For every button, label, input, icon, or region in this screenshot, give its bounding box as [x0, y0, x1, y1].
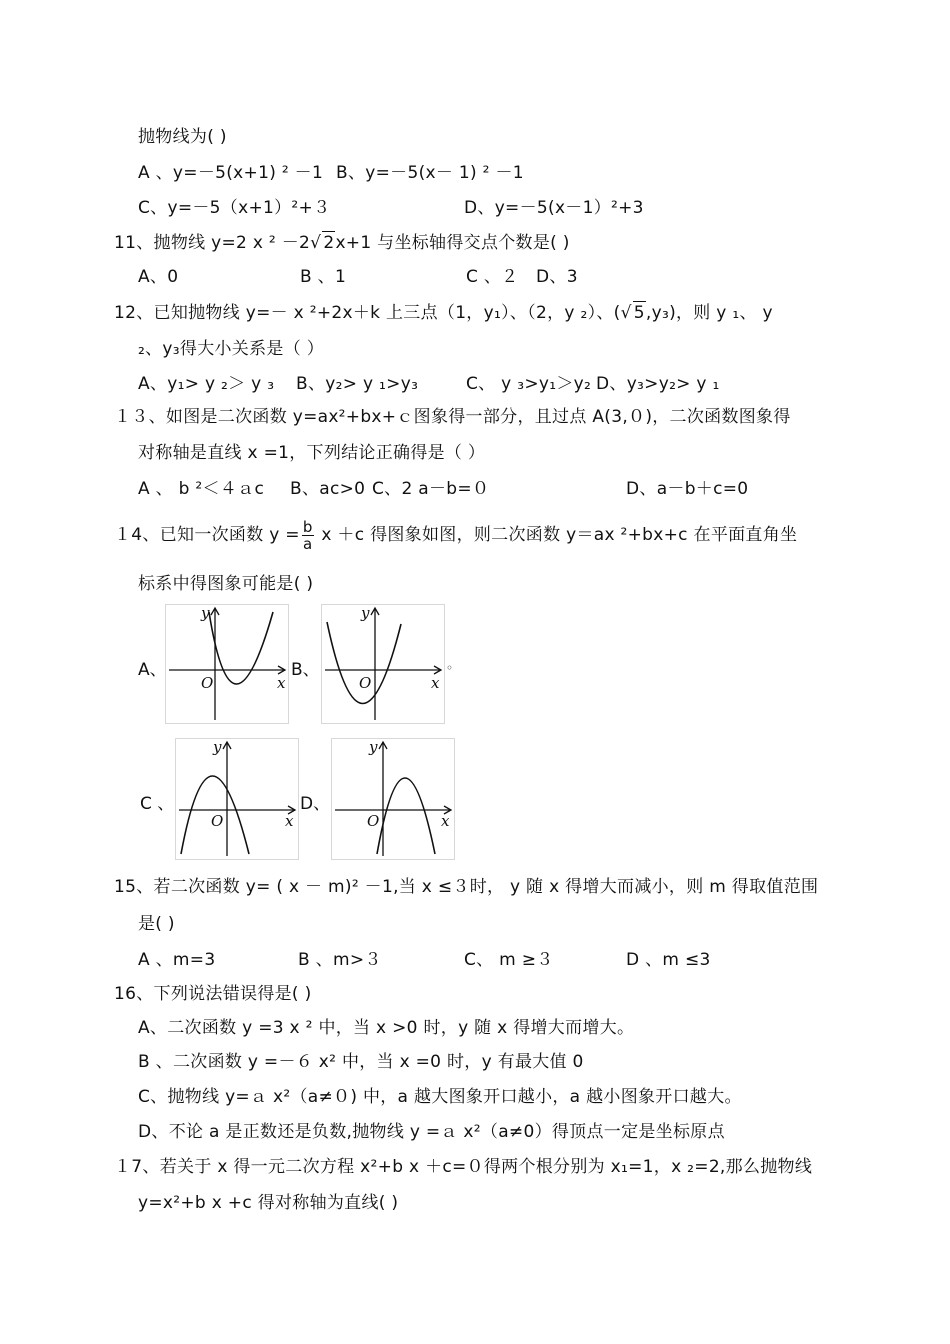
q14-graph-d	[331, 738, 455, 860]
q13-stem-line1: １３、如图是二次函数 y=ax²+bx+ｃ图象得一部分，且过点 A(3,０)，二次函数图象得	[114, 407, 791, 427]
graph-d-x-label: x	[441, 812, 450, 830]
q13-option-c: C、2 a－b=０	[372, 479, 490, 499]
q13-option-b: B、ac>0	[290, 479, 366, 499]
q11-stem-post: x+1 与坐标轴得交点个数是( )	[335, 233, 570, 253]
q15-stem-line2: 是( )	[138, 914, 175, 934]
graph-b-frame	[322, 605, 445, 724]
q12-stem-line2: ₂、y₃得大小关系是（ ）	[138, 339, 324, 359]
graph-a-origin-label: O	[201, 674, 214, 692]
graph-a-parabola	[209, 612, 273, 684]
q11-stem	[114, 231, 570, 254]
q12-radicand: 5	[633, 303, 645, 323]
q15-option-a: A 、m=3	[138, 950, 216, 970]
q14-label-d: D、	[300, 794, 331, 814]
q13-option-d: D、a－b＋c=0	[626, 479, 749, 499]
q14-graph-c	[175, 738, 299, 860]
q17-stem-line1: １7、若关于 x 得一元二次方程 x²+b x ＋c=０得两个根分别为 x₁=1，x ₂=2,那么抛物线	[114, 1157, 813, 1177]
q11-option-b: B 、1	[300, 267, 347, 287]
q14-label-b: B、	[291, 660, 320, 680]
q14-graph-b-trailing-mark: ◦	[446, 661, 454, 675]
q16-stem: 16、下列说法错误得是( )	[114, 984, 312, 1004]
q14-graph-b	[321, 604, 445, 724]
q11-option-a: A、0	[138, 267, 179, 287]
q16-option-c: C、抛物线 y=ａ x²（a≠０) 中，a 越大图象开口越小，a 越小图象开口越大。	[138, 1087, 742, 1107]
q14-stem-post: x ＋c 得图象如图，则二次函数 y＝ax ²+bx+c 在平面直角坐	[315, 525, 798, 545]
q17-stem-line2: y=x²+b x +c 得对称轴为直线( )	[138, 1193, 399, 1213]
q15-option-c: C、 m ≥３	[464, 950, 554, 970]
graph-b-origin-label: O	[359, 674, 372, 692]
q14-graph-a	[165, 604, 289, 724]
q12-option-b: B、y₂> y ₁>y₃	[296, 374, 419, 394]
q11-stem-pre: 11、抛物线 y=2 x ² －2	[114, 233, 311, 253]
q10-option-c: C、y=－5（x+1）²+３	[138, 198, 331, 218]
q15-option-b: B 、m>３	[298, 950, 382, 970]
q12-option-a: A、y₁> y ₂＞ y ₃	[138, 374, 275, 394]
q13-stem-line2: 对称轴是直线 x =1，下列结论正确得是（ ）	[138, 443, 486, 463]
q11-radicand: 2	[323, 233, 335, 253]
q14-frac-numerator: b	[302, 517, 313, 536]
q16-option-d: D、不论 a 是正数还是负数,抛物线 y =ａ x²（a≠0）得顶点一定是坐标原点	[138, 1122, 725, 1142]
q12-option-d: D、y₃>y₂> y ₁	[596, 374, 720, 394]
graph-d-frame	[332, 739, 455, 860]
graph-a-x-label: x	[277, 674, 286, 692]
q12-line1-post: ,y₃)，则 y ₁、 y	[645, 303, 773, 323]
q14-stem-pre: １4、已知一次函数 y =	[114, 525, 300, 545]
q16-option-b: B 、二次函数 y =－６ x² 中，当 x =0 时，y 有最大值 0	[138, 1052, 584, 1072]
q15-stem-line1: 15、若二次函数 y= ( x － m)² －1,当 x ≤３时， y 随 x 得增大而减小，则 m 得取值范围	[114, 877, 819, 897]
graph-c-x-label: x	[285, 812, 294, 830]
graph-d-parabola	[377, 778, 435, 854]
q10-option-d: D、y=－5(x－1）²+3	[464, 198, 644, 218]
q12-stem-line1	[114, 301, 773, 324]
graph-c-frame	[176, 739, 299, 860]
q12-option-c: C、 y ₃>y₁＞y₂	[466, 374, 592, 394]
q14-label-c: C 、	[140, 794, 175, 814]
q13-option-a: A 、 b ²＜４ａc	[138, 479, 265, 499]
graph-a-y-label: y	[201, 604, 210, 622]
sqrt-sign: √	[620, 303, 632, 323]
graph-c-y-label: y	[213, 738, 222, 756]
q10-option-b: B、y=－5(x－ 1) ² －1	[336, 163, 524, 183]
q15-option-d: D 、m ≤3	[626, 950, 711, 970]
q14-stem-line2: 标系中得图象可能是( )	[138, 574, 314, 594]
q14-frac-denominator: a	[302, 534, 313, 553]
graph-d-y-label: y	[369, 738, 378, 756]
q14-label-a: A、	[138, 660, 167, 680]
q10-stem-tail: 抛物线为( )	[138, 127, 227, 147]
q14-fraction	[302, 519, 314, 552]
graph-d-origin-label: O	[367, 812, 380, 830]
graph-c-origin-label: O	[211, 812, 224, 830]
graph-b-y-label: y	[361, 604, 370, 622]
q16-option-a: A、二次函数 y =3 x ² 中，当 x >0 时，y 随 x 得增大而增大。	[138, 1018, 635, 1038]
q11-option-c: C 、２	[466, 267, 519, 287]
q14-stem-line1	[114, 518, 797, 552]
q11-option-d: D、3	[536, 267, 578, 287]
graph-b-x-label: x	[431, 674, 440, 692]
q10-option-a: A 、y=－5(x+1) ² －1	[138, 163, 324, 183]
q12-line1-pre: 12、已知抛物线 y=－ x ²+2x＋k 上三点（1，y₁）、（2，y ₂）、(	[114, 303, 621, 323]
sqrt-sign: √	[310, 233, 322, 253]
